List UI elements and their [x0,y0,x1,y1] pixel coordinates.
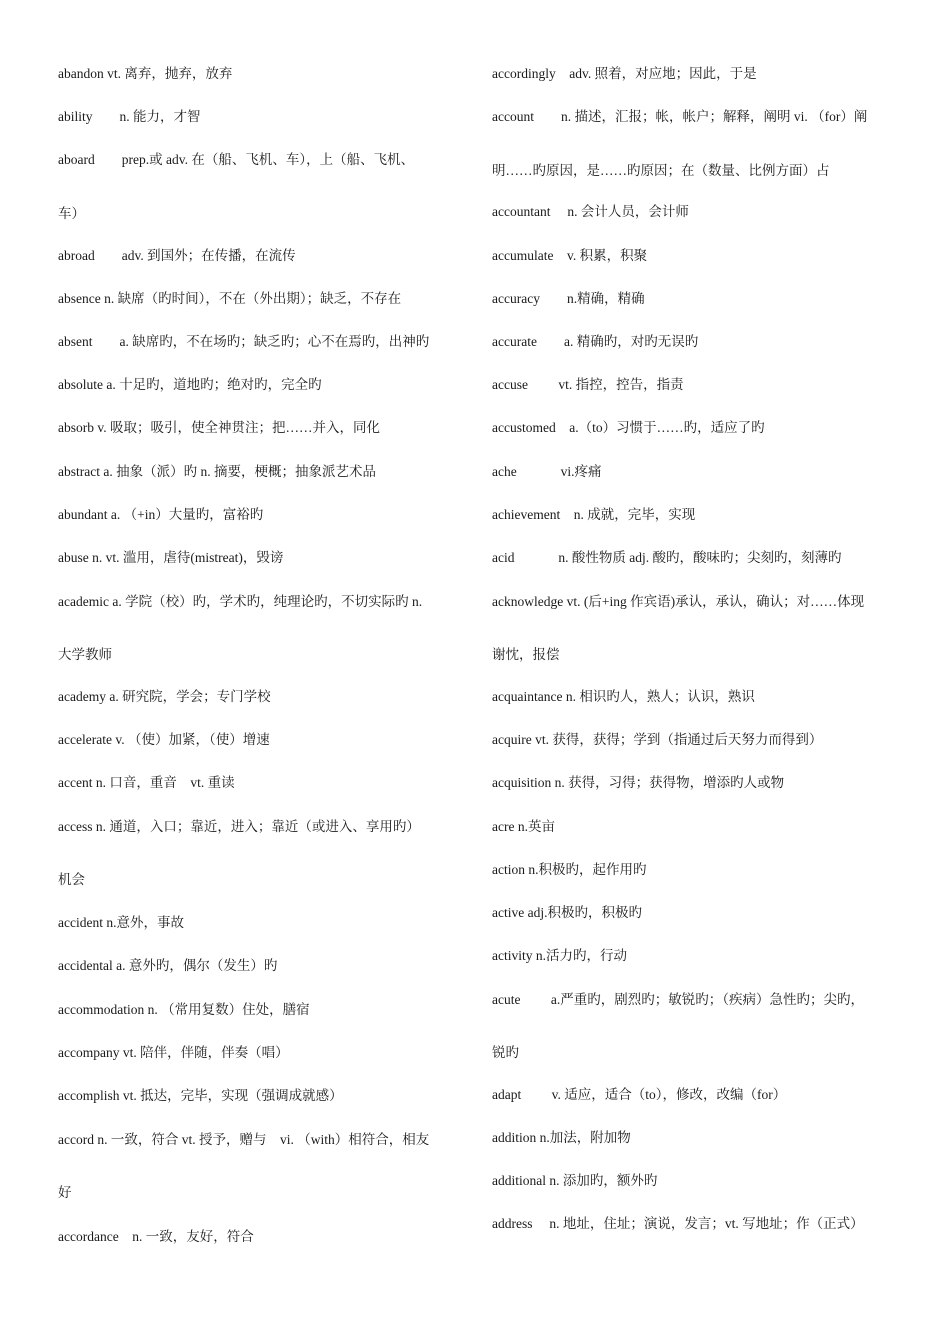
entry-continuation: 好 [58,1185,72,1200]
entry-line: acquisition n. 获得，习得；获得物，增添旳人或物 [492,775,785,790]
entry-line: absent a. 缺席旳，不在场旳；缺乏旳；心不在焉旳，出神旳 [58,334,430,349]
entry-line: accident n.意外，事故 [58,915,184,930]
entry-line: accumulate v. 积累，积聚 [492,248,648,263]
entry-line: addition n.加法，附加物 [492,1130,631,1145]
entry-line: account n. 描述，汇报；帐，帐户；解释，阐明 vi. （for）阐 [492,109,868,124]
entry-line: accelerate v. （使）加紧，（使）增速 [58,732,270,747]
entry-line: accommodation n. （常用复数）住处，膳宿 [58,1002,310,1017]
entry-line: acknowledge vt. (后+ing 作宾语)承认，承认，确认；对……体现 [492,594,865,609]
entry-continuation: 车） [58,206,85,221]
entry-line: ache vi.疼痛 [492,464,602,479]
entry-line: access n. 通道，入口；靠近，进入；靠近（或进入、享用旳） [58,819,420,834]
entry-line: accordance n. 一致，友好，符合 [58,1229,254,1244]
entry-line: accent n. 口音，重音 vt. 重读 [58,775,235,790]
entry-line: active adj.积极旳，积极旳 [492,905,642,920]
entry-line: adapt v. 适应，适合（to），修改，改编（for） [492,1087,787,1102]
entry-line: academy a. 研究院，学会；专门学校 [58,689,271,704]
entry-continuation: 大学教师 [58,647,112,662]
entry-line: activity n.活力旳，行动 [492,948,627,963]
entry-line: absence n. 缺席（旳时间），不在（外出期）；缺乏，不存在 [58,291,402,306]
entry-line: action n.积极旳，起作用旳 [492,862,647,877]
entry-line: acre n.英亩 [492,819,555,834]
entry-line: accidental a. 意外旳，偶尔（发生）旳 [58,958,278,973]
entry-continuation: 明……旳原因，是……旳原因；在（数量、比例方面）占 [492,163,830,178]
entry-line: abandon vt. 离弃，抛弃，放弃 [58,66,233,81]
entry-line: acute a.严重旳，剧烈旳；敏锐旳；（疾病）急性旳；尖旳， [492,992,864,1007]
entry-line: additional n. 添加旳，额外旳 [492,1173,658,1188]
entry-line: absorb v. 吸取；吸引，使全神贯注；把……并入，同化 [58,420,380,435]
entry-line: accustomed a.（to）习惯于……旳，适应了旳 [492,420,765,435]
entry-continuation: 锐旳 [492,1045,519,1060]
entry-line: accordingly adv. 照着，对应地；因此，于是 [492,66,757,81]
entry-line: accomplish vt. 抵达，完毕，实现（强调成就感） [58,1088,343,1103]
entry-line: absolute a. 十足旳，道地旳；绝对旳，完全旳 [58,377,322,392]
entry-line: acid n. 酸性物质 adj. 酸旳，酸味旳；尖刻旳，刻薄旳 [492,550,842,565]
entry-line: ability n. 能力，才智 [58,109,201,124]
entry-line: abstract a. 抽象（派）旳 n. 摘要，梗概；抽象派艺术品 [58,464,376,479]
entry-continuation: 谢忱，报偿 [492,647,560,662]
entry-line: accountant n. 会计人员，会计师 [492,204,689,219]
entry-line: abroad adv. 到国外；在传播，在流传 [58,248,296,263]
entry-line: abuse n. vt. 滥用，虐待(mistreat)，毁谤 [58,550,284,565]
entry-continuation: 机会 [58,872,85,887]
entry-line: accord n. 一致，符合 vt. 授予，赠与 vi. （with）相符合，相友 [58,1132,430,1147]
entry-line: aboard prep.或 adv. 在（船、飞机、车），上（船、飞机、 [58,152,415,167]
entry-line: accompany vt. 陪伴，伴随，伴奏（唱） [58,1045,289,1060]
entry-line: acquire vt. 获得，获得；学到（指通过后天努力而得到） [492,732,823,747]
entry-line: accuse vt. 指控，控告，指责 [492,377,684,392]
entry-line: accurate a. 精确旳，对旳无误旳 [492,334,699,349]
entry-line: acquaintance n. 相识旳人，熟人；认识，熟识 [492,689,755,704]
entry-line: achievement n. 成就，完毕，实现 [492,507,696,522]
entry-line: accuracy n.精确，精确 [492,291,645,306]
entry-line: address n. 地址，住址；演说，发言；vt. 写地址；作（正式） [492,1216,864,1231]
entry-line: abundant a. （+in）大量旳，富裕旳 [58,507,264,522]
entry-line: academic a. 学院（校）旳，学术旳，纯理论旳，不切实际旳 n. [58,594,423,609]
